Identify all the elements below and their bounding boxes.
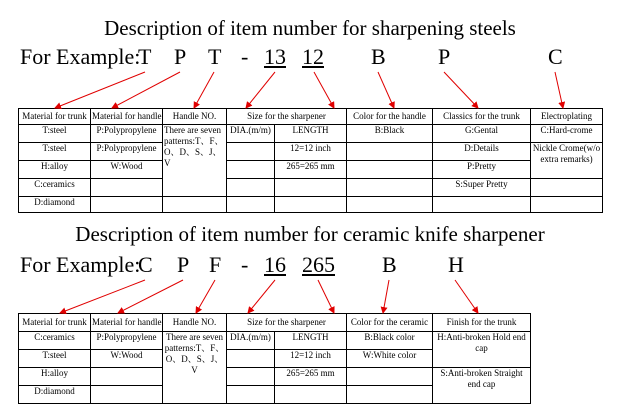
arrow-ceramic-finish <box>455 280 478 313</box>
arrow-steels-classics <box>444 72 478 108</box>
steels-cell <box>163 197 227 213</box>
steels-spec-table <box>18 108 603 213</box>
arrow-steels-size <box>246 72 275 108</box>
ceramic-code-size: 16 <box>264 252 286 277</box>
steels-cell <box>227 143 275 161</box>
steels-cell: D:Details <box>433 143 531 161</box>
steels-cell: C:Hard-crome <box>531 125 603 143</box>
ceramic-cell <box>347 386 433 404</box>
steels-cell <box>347 179 433 197</box>
ceramic-cell <box>227 386 275 404</box>
ceramic-header-handle-no: Handle NO. <box>163 314 227 332</box>
ceramic-arrows <box>60 280 478 313</box>
steels-header-size: Size for the sharpener <box>227 109 347 125</box>
steels-cell: P:Pretty <box>433 161 531 179</box>
arrow-ceramic-length <box>318 280 334 313</box>
ceramic-cell <box>91 386 163 404</box>
ceramic-code-1: C <box>138 252 153 277</box>
ceramic-cell <box>275 386 347 404</box>
ceramic-cell: 12=12 inch <box>275 350 347 368</box>
ceramic-header-handle-material: Material for handle <box>91 314 163 332</box>
steels-code-plating: C <box>548 44 563 69</box>
steels-cell: B:Black <box>347 125 433 143</box>
steels-cell: Nickle Crome(w/o extra remarks) <box>531 143 603 179</box>
steels-cell: S:Super Pretty <box>433 179 531 197</box>
ceramic-header-finish: Finish for the trunk <box>433 314 531 332</box>
arrow-ceramic-handle <box>118 280 183 313</box>
steels-cell: W:Wood <box>91 161 163 179</box>
steels-handle-note: There are seven patterns:T、F、O、D、S、J、V <box>163 125 227 197</box>
steels-cell <box>347 143 433 161</box>
steels-cell <box>227 161 275 179</box>
steels-code-3: T <box>208 44 222 69</box>
steels-cell <box>433 197 531 213</box>
steels-size-length: LENGTH <box>275 125 347 143</box>
arrow-steels-trunk <box>55 72 145 108</box>
steels-code-size: 13 <box>264 44 286 69</box>
arrow-steels-handle <box>112 72 180 108</box>
ceramic-cell: W:White color <box>347 350 433 368</box>
ceramic-handle-note: There are seven patterns:T、F、O、D、S、J、V <box>163 332 227 404</box>
ceramic-cell: D:diamond <box>19 386 91 404</box>
steels-cell <box>275 179 347 197</box>
ceramic-example-label: For Example: <box>20 252 141 277</box>
ceramic-header-trunk: Material for trunk <box>19 314 91 332</box>
ceramic-code-color: B <box>382 252 397 277</box>
steels-size-dia: DIA.(m/m) <box>227 125 275 143</box>
ceramic-cell: S:Anti-broken Straight end cap <box>433 368 531 404</box>
steels-code-dash: - <box>241 44 249 69</box>
steels-cell <box>227 197 275 213</box>
arrow-ceramic-color <box>383 280 389 313</box>
steels-header-handle-no: Handle NO. <box>163 109 227 125</box>
steels-cell <box>347 161 433 179</box>
arrow-steels-plating <box>555 72 563 108</box>
steels-example-label: For Example: <box>20 44 141 69</box>
steels-cell: 265=265 mm <box>275 161 347 179</box>
ceramic-cell: P:Polypropylene <box>91 332 163 350</box>
ceramic-cell: H:Anti-broken Hold end cap <box>433 332 531 368</box>
ceramic-cell <box>227 350 275 368</box>
arrow-ceramic-trunk <box>60 280 145 313</box>
ceramic-size-length: LENGTH <box>275 332 347 350</box>
steels-title: Description of item number for sharpening steels <box>104 16 516 40</box>
arrow-ceramic-size <box>248 280 275 313</box>
ceramic-cell: C:ceramics <box>19 332 91 350</box>
ceramic-cell: H:alloy <box>19 368 91 386</box>
ceramic-header-size: Size for the sharpener <box>227 314 347 332</box>
ceramic-code-2: P <box>177 252 190 277</box>
ceramic-cell: W:Wood <box>91 350 163 368</box>
ceramic-code-3: F <box>209 252 222 277</box>
steels-header-electroplating: Electroplating <box>531 109 603 125</box>
arrow-steels-color <box>378 72 394 108</box>
ceramic-cell: 265=265 mm <box>275 368 347 386</box>
steels-header-classics: Classics for the trunk <box>433 109 531 125</box>
steels-header-handle-material: Material for handle <box>91 109 163 125</box>
steels-cell: C:ceramics <box>19 179 91 197</box>
ceramic-cell: B:Black color <box>347 332 433 350</box>
steels-code-classic: P <box>438 44 451 69</box>
arrow-steels-length <box>314 72 334 108</box>
steels-cell: D:diamond <box>19 197 91 213</box>
ceramic-cell: T:steel <box>19 350 91 368</box>
ceramic-header-color: Color for the ceramic <box>347 314 433 332</box>
steels-cell <box>531 197 603 213</box>
steels-code-length: 12 <box>302 44 324 69</box>
steels-cell <box>531 179 603 197</box>
arrow-ceramic-handleno <box>196 280 215 313</box>
steels-arrows <box>55 72 563 108</box>
steels-cell <box>91 197 163 213</box>
steels-cell <box>91 179 163 197</box>
ceramic-size-dia: DIA.(m/m) <box>227 332 275 350</box>
arrow-steels-handleno <box>194 72 214 108</box>
steels-code-1: T <box>138 44 152 69</box>
ceramic-title: Description of item number for ceramic knife sharpener <box>75 222 545 246</box>
steels-cell: P:Polypropylene <box>91 125 163 143</box>
steels-cell <box>227 179 275 197</box>
ceramic-code-length: 265 <box>302 252 335 277</box>
steels-header-color: Color for the handle <box>347 109 433 125</box>
ceramic-cell <box>347 368 433 386</box>
steels-cell: T:steel <box>19 125 91 143</box>
steels-cell: P:Polypropylene <box>91 143 163 161</box>
steels-cell <box>347 197 433 213</box>
ceramic-code-finish: H <box>448 252 464 277</box>
steels-cell: 12=12 inch <box>275 143 347 161</box>
ceramic-spec-table <box>18 313 531 404</box>
ceramic-code-dash: - <box>241 252 249 277</box>
steels-cell: G:Gental <box>433 125 531 143</box>
steels-cell: T:steel <box>19 143 91 161</box>
steels-header-trunk: Material for trunk <box>19 109 91 125</box>
ceramic-cell <box>91 368 163 386</box>
steels-code-2: P <box>174 44 187 69</box>
ceramic-cell <box>227 368 275 386</box>
steels-cell <box>275 197 347 213</box>
steels-cell: H:alloy <box>19 161 91 179</box>
steels-code-color: B <box>371 44 386 69</box>
